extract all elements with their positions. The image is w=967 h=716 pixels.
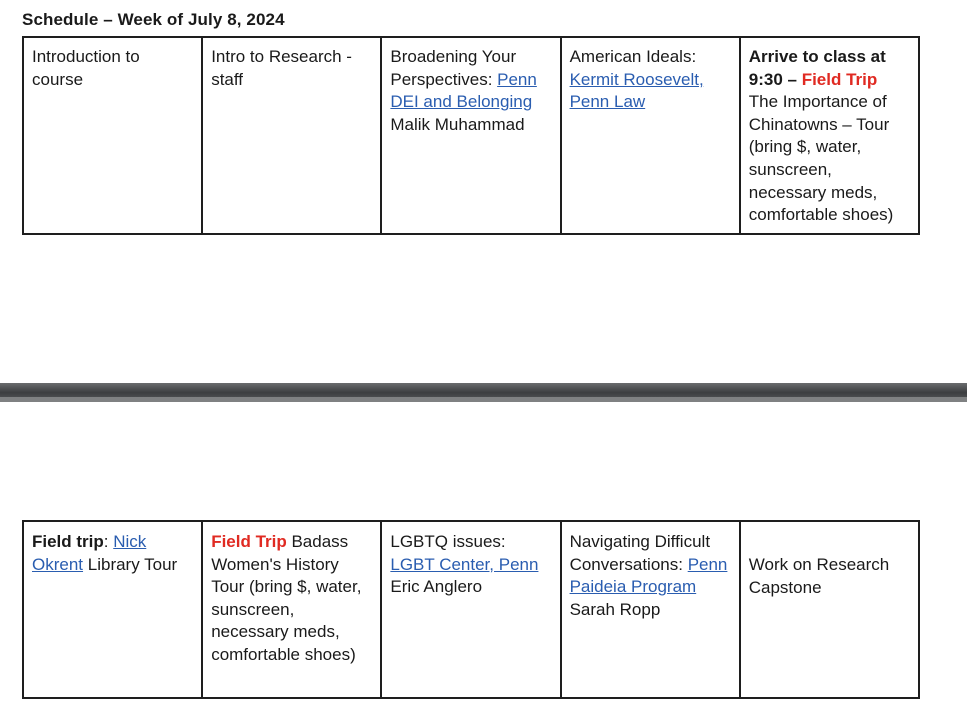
table-cell bbox=[23, 521, 202, 698]
cell-text: Badass Women's History Tour (bring $, water, sunscreen, necessary meds, comfortable shoes) bbox=[211, 532, 362, 664]
page-divider bbox=[0, 383, 967, 402]
cell-text: American Ideals: bbox=[569, 47, 697, 66]
arrival-note: Arrive to class at 9:30 – bbox=[748, 47, 886, 89]
table-cell bbox=[23, 37, 202, 234]
table-cell bbox=[202, 521, 381, 698]
schedule-table-week-1 bbox=[22, 36, 920, 235]
table-row bbox=[23, 521, 919, 698]
kermit-roosevelt-link[interactable]: Kermit Roosevelt, Penn Law bbox=[569, 69, 704, 112]
schedule-table-week-2 bbox=[22, 520, 920, 699]
nick-okrent-link[interactable]: Nick Okrent bbox=[32, 532, 147, 574]
cell-text: Work on Research Capstone bbox=[748, 555, 890, 597]
table-cell bbox=[561, 521, 740, 698]
cell-text: Library Tour bbox=[83, 554, 178, 574]
table-row bbox=[23, 37, 919, 234]
cell-text: Intro to Research - staff bbox=[211, 47, 352, 89]
cell-text: LGBTQ issues: bbox=[390, 532, 506, 551]
field-trip-label: Field Trip bbox=[211, 532, 287, 551]
table-cell bbox=[740, 37, 919, 234]
table-cell bbox=[740, 521, 919, 698]
field-trip-label: Field trip bbox=[32, 532, 104, 551]
penn-paideia-link[interactable]: Penn Paideia Program bbox=[569, 554, 728, 597]
cell-text: : bbox=[103, 532, 114, 551]
cell-text: Broadening Your Perspectives: bbox=[390, 47, 517, 89]
cell-text: Introduction to course bbox=[32, 47, 140, 89]
field-trip-label: Field Trip bbox=[801, 69, 878, 89]
cell-text: Sarah Ropp bbox=[569, 599, 661, 619]
cell-text: Malik Muhammad bbox=[390, 114, 525, 134]
table-cell bbox=[381, 37, 560, 234]
table-cell bbox=[202, 37, 381, 234]
penn-dei-link[interactable]: Penn DEI and Belonging bbox=[390, 69, 537, 112]
lgbt-center-link[interactable]: LGBT Center, Penn bbox=[390, 554, 539, 574]
cell-text: The Importance of Chinatowns – Tour (bring $, water, sunscreen, necessary meds, comfortable shoes) bbox=[748, 92, 894, 225]
cell-text: Navigating Difficult Conversations: bbox=[569, 532, 711, 574]
cell-text: Eric Anglero bbox=[390, 577, 483, 597]
table-cell bbox=[381, 521, 560, 698]
schedule-title: Schedule – Week of July 8, 2024 bbox=[22, 10, 285, 29]
table-cell bbox=[561, 37, 740, 234]
